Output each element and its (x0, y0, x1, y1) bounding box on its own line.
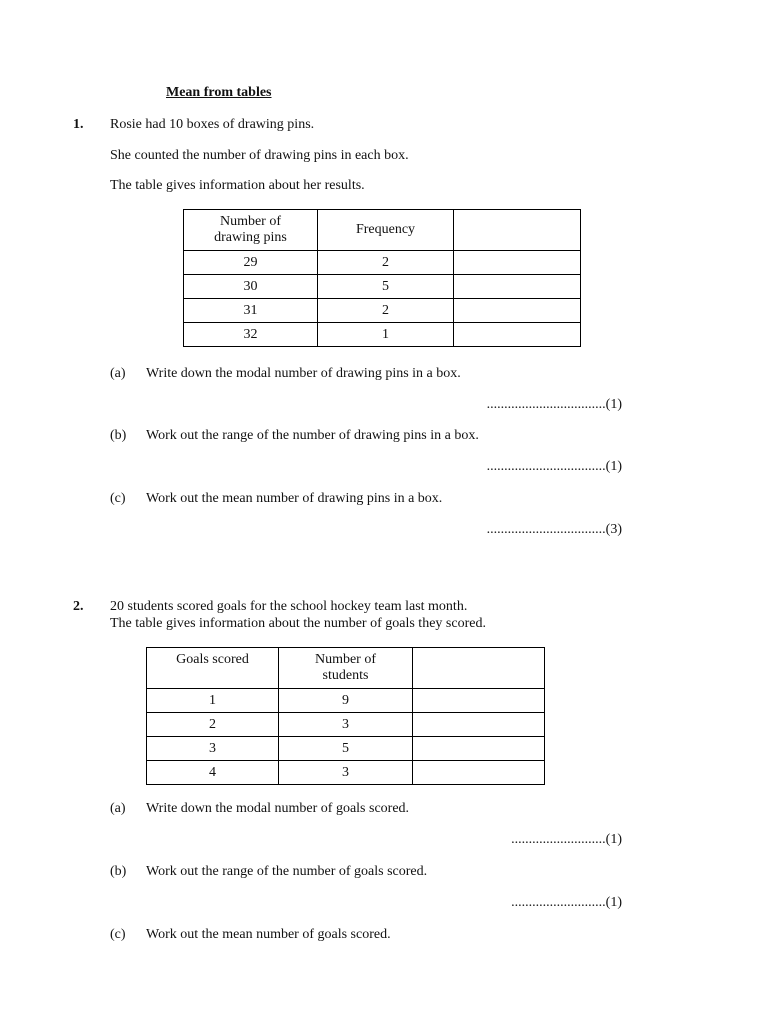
question-2-table (146, 647, 545, 785)
table-row (184, 275, 581, 299)
question-1-line-2: She counted the number of drawing pins in each box. (110, 148, 409, 163)
table-cell (454, 323, 581, 347)
table-cell: 4 (147, 761, 279, 785)
part-label: (b) (110, 428, 127, 443)
part-text: Work out the mean number of drawing pins in a box. (146, 491, 443, 506)
question-1-number: 1. (73, 117, 84, 132)
table-header-row (147, 648, 545, 689)
table-cell: 5 (318, 275, 454, 299)
table-row (184, 251, 581, 275)
answer-line: ...........................(1) (511, 895, 622, 910)
table-header-cell: Number of drawing pins (184, 210, 318, 251)
table-row (147, 761, 545, 785)
part-text: Work out the range of the number of drawing pins in a box. (146, 428, 479, 443)
part-label: (a) (110, 801, 126, 816)
table-header-cell (413, 648, 545, 689)
table-cell: 3 (279, 713, 413, 737)
answer-line: ..................................(1) (486, 397, 622, 412)
table-cell: 9 (279, 689, 413, 713)
table-header-cell: Frequency (318, 210, 454, 251)
table-cell: 2 (147, 713, 279, 737)
table-cell (454, 275, 581, 299)
table-row (184, 323, 581, 347)
table-cell: 31 (184, 299, 318, 323)
table-cell (413, 761, 545, 785)
question-2-line-2: The table gives information about the number of goals they scored. (110, 616, 486, 631)
table-row (147, 713, 545, 737)
part-label: (b) (110, 864, 127, 879)
table-cell (454, 251, 581, 275)
table-cell: 2 (318, 251, 454, 275)
answer-line: ..................................(3) (486, 522, 622, 537)
answer-line: ..................................(1) (486, 459, 622, 474)
table-cell: 3 (147, 737, 279, 761)
table-row (184, 299, 581, 323)
table-cell (413, 737, 545, 761)
part-text: Work out the mean number of goals scored. (146, 927, 391, 942)
question-2-line-1: 20 students scored goals for the school hockey team last month. (110, 599, 468, 614)
part-label: (a) (110, 366, 126, 381)
table-cell: 32 (184, 323, 318, 347)
table-row (147, 737, 545, 761)
question-2-number: 2. (73, 599, 84, 614)
table-cell (413, 689, 545, 713)
part-text: Work out the range of the number of goals scored. (146, 864, 428, 879)
table-cell: 1 (147, 689, 279, 713)
question-1-line-3: The table gives information about her results. (110, 178, 365, 193)
part-label: (c) (110, 927, 126, 942)
table-cell: 2 (318, 299, 454, 323)
table-row (147, 689, 545, 713)
answer-line: ...........................(1) (511, 832, 622, 847)
table-cell: 5 (279, 737, 413, 761)
part-text: Write down the modal number of drawing pins in a box. (146, 366, 461, 381)
table-cell: 1 (318, 323, 454, 347)
table-cell (413, 713, 545, 737)
question-1-line-1: Rosie had 10 boxes of drawing pins. (110, 117, 315, 132)
table-header-cell: Number of students (279, 648, 413, 689)
table-cell: 29 (184, 251, 318, 275)
table-cell: 30 (184, 275, 318, 299)
part-label: (c) (110, 491, 126, 506)
part-text: Write down the modal number of goals scored. (146, 801, 410, 816)
table-header-cell: Goals scored (147, 648, 279, 689)
question-1-table (183, 209, 581, 347)
page-title: Mean from tables (166, 85, 272, 100)
table-header-row (184, 210, 581, 251)
table-header-cell (454, 210, 581, 251)
table-cell: 3 (279, 761, 413, 785)
table-cell (454, 299, 581, 323)
